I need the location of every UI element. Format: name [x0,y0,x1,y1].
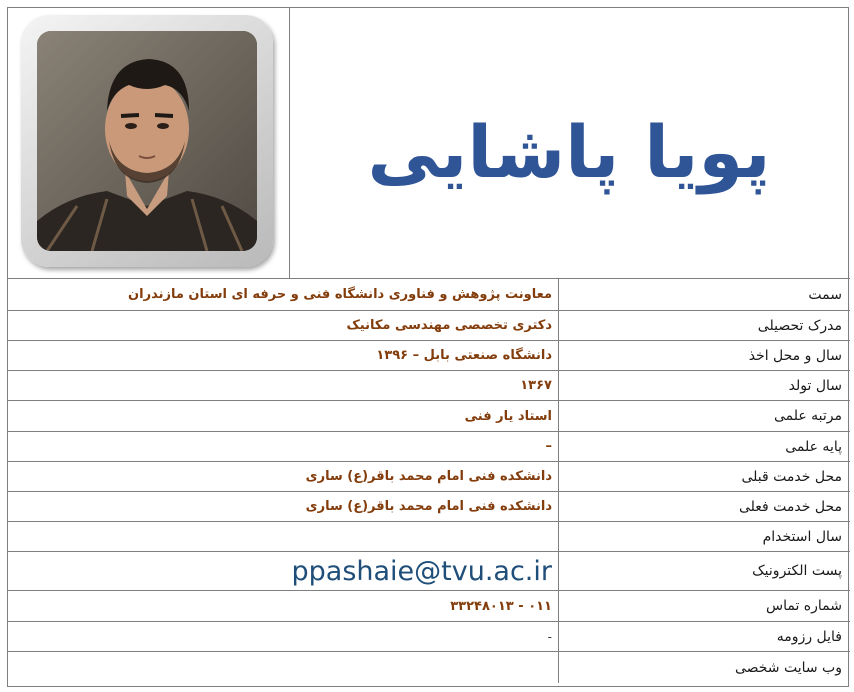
row-label: سال و محل اخذ [558,341,850,370]
profile-header [8,8,850,279]
row-value: معاونت پژوهش و فناوری دانشگاه فنی و حرفه ای استان مازندران [128,287,552,302]
portrait-photo [37,31,257,251]
row-label: پایه علمی [558,432,850,461]
row-value [8,522,558,551]
table-row [8,492,850,522]
row-label: محل خدمت فعلی [558,492,850,521]
table-row [8,432,850,462]
row-value: ۰۱۱ - ۳۳۲۴۸۰۱۳ [450,598,552,614]
profile-sheet [7,7,849,687]
table-row [8,552,850,591]
table-row [8,591,850,622]
name-cell [290,8,848,278]
row-label: مرتبه علمی [558,401,850,431]
row-label: سمت [558,279,850,310]
portrait-illustration [37,31,257,251]
table-row [8,622,850,652]
info-table [8,279,850,683]
row-label: وب سایت شخصی [558,652,850,683]
row-label: مدرک تحصیلی [558,311,850,340]
row-label: فایل رزومه [558,622,850,651]
table-row [8,341,850,371]
table-row [8,462,850,492]
table-row [8,652,850,683]
table-row [8,279,850,311]
row-label: سال تولد [558,371,850,400]
photo-frame [21,15,273,267]
table-row [8,311,850,341]
row-label: شماره تماس [558,591,850,621]
table-row [8,371,850,401]
resume-file-value[interactable]: - [547,629,552,644]
table-row [8,401,850,432]
row-value: استاد یار فنی [464,408,552,424]
photo-cell [8,8,290,278]
person-name: پویا پاشایی [367,110,771,194]
row-value: دانشکده فنی امام محمد باقر(ع) ساری [305,469,552,484]
row-label: پست الکترونیک [558,552,850,590]
row-value: – [545,439,552,454]
email-value[interactable]: ppashaie@tvu.ac.ir [291,555,552,587]
row-label: سال استخدام [558,522,850,551]
table-row [8,522,850,552]
row-label: محل خدمت قبلی [558,462,850,491]
website-value[interactable] [8,652,558,683]
row-value: دانشکده فنی امام محمد باقر(ع) ساری [305,499,552,514]
row-value: دکتری تخصصی مهندسی مکانیک [346,318,552,333]
row-value: دانشگاه صنعتی بابل – ۱۳۹۶ [376,348,552,363]
row-value: ۱۳۶۷ [520,378,552,393]
